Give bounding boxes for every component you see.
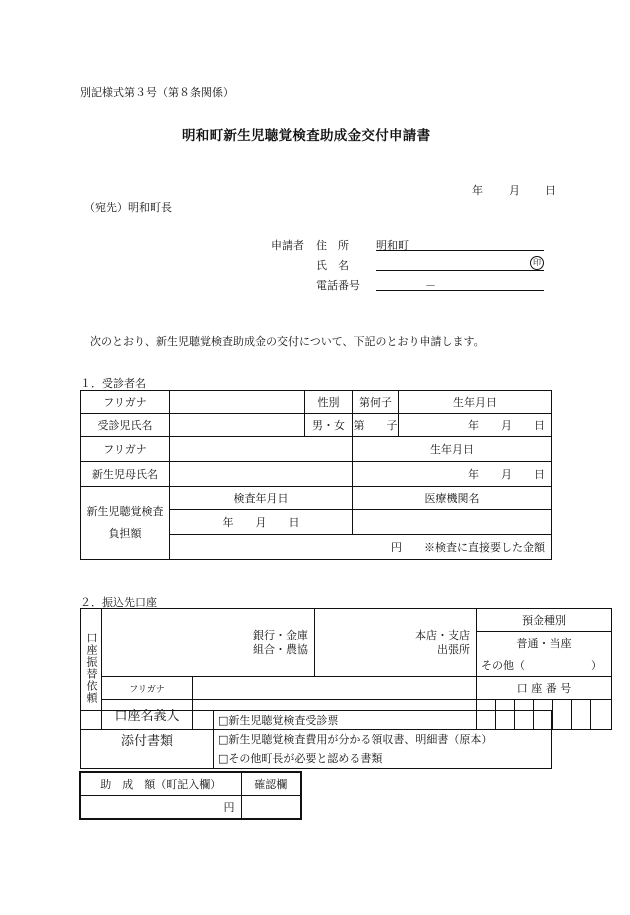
deposit-type-label: 預金種別: [477, 609, 612, 632]
birthdate-label: 生年月日: [399, 391, 552, 414]
deposit-type-other[interactable]: その他（ ）: [477, 654, 612, 677]
date-month: 月: [509, 184, 520, 197]
child-furigana-field[interactable]: [170, 391, 305, 414]
addressee: （宛先）明和町長: [84, 201, 172, 214]
holder-furigana-field[interactable]: [193, 677, 477, 700]
address-underline: [376, 250, 544, 251]
form-number: 別記様式第３号（第８条関係）: [80, 86, 234, 99]
applicant-label: 申請者: [271, 239, 304, 252]
mother-birthdate-field[interactable]: 年 月 日: [353, 462, 552, 487]
name-underline[interactable]: [376, 270, 544, 271]
institution-field[interactable]: [353, 510, 552, 535]
phone-label: 電話番号: [316, 279, 360, 292]
attachments-list: [214, 711, 552, 769]
bank-types-line1: 銀行・金庫: [253, 628, 309, 642]
mother-birthdate-label: 生年月日: [353, 437, 552, 462]
birth-order-field[interactable]: 第 子: [353, 414, 399, 437]
branch-types-line1: 本店・支店: [415, 628, 471, 642]
attachments-label: 添付書類: [81, 711, 214, 769]
cost-label-line1: 新生児聴覚検査: [86, 505, 164, 518]
exam-date-field[interactable]: 年 月 日: [170, 510, 353, 535]
account-digit-5[interactable]: [553, 700, 572, 730]
mother-furigana-field[interactable]: [170, 437, 353, 462]
institution-label: 医療機関名: [353, 487, 552, 510]
mother-name-field[interactable]: [170, 462, 353, 487]
page-title: 明和町新生児聴覚検査助成金交付申請書: [182, 128, 431, 144]
mother-name-label: 新生児母氏名: [81, 462, 170, 487]
child-name-label: 受診児氏名: [81, 414, 170, 437]
phone-value[interactable]: －: [425, 279, 436, 292]
office-use-table: [79, 771, 302, 820]
transfer-request-text: 口座振替依頼: [85, 631, 98, 704]
account-holder-label: 口座名義人: [102, 700, 193, 730]
confirm-label: 確認欄: [241, 772, 301, 796]
grant-amount-label: 助 成 額（町記入欄）: [80, 772, 241, 796]
date-day: 日: [545, 184, 556, 197]
deposit-type-options[interactable]: 普通・当座: [477, 632, 612, 655]
furigana-label: フリガナ: [81, 391, 170, 414]
section1-heading: １．受診者名: [80, 377, 146, 390]
grant-amount-field[interactable]: 円: [80, 796, 241, 820]
exam-date-label: 検査年月日: [170, 487, 353, 510]
branch-name-field[interactable]: [315, 609, 477, 677]
date-year: 年: [472, 184, 483, 197]
child-name-field[interactable]: [170, 414, 305, 437]
bank-name-field[interactable]: [102, 609, 315, 677]
section2-heading: ２．振込先口座: [80, 596, 157, 609]
cost-label-line2: 負担額: [108, 527, 142, 540]
account-digit-6[interactable]: [572, 700, 591, 730]
address-value[interactable]: 明和町: [376, 239, 409, 252]
attachment-item-1[interactable]: □新生児聴覚検査受診票: [218, 714, 339, 727]
sex-label: 性別: [305, 391, 353, 414]
confirm-field[interactable]: [241, 796, 301, 820]
sex-options[interactable]: 男・女: [305, 414, 353, 437]
birth-order-label: 第何子: [353, 391, 399, 414]
phone-underline: [376, 290, 544, 291]
bank-types-line2: 組合・農協: [253, 642, 309, 656]
statement: 次のとおり、新生児聴覚検査助成金の交付について、下記のとおり申請します。: [90, 335, 485, 348]
seal-mark: 印: [530, 256, 544, 270]
amount-field[interactable]: 円 ※検査に直接要した金額: [170, 535, 552, 560]
account-digit-7[interactable]: [591, 700, 612, 730]
branch-types-line2: 出張所: [437, 642, 471, 656]
child-birthdate-field[interactable]: 年 月 日: [399, 414, 552, 437]
account-number-label: 口 座 番 号: [477, 677, 612, 700]
attachment-item-3[interactable]: □その他町長が必要と認める書類: [218, 752, 383, 765]
name-label: 氏 名: [316, 259, 349, 272]
address-label: 住 所: [316, 239, 349, 252]
attachments-table: [80, 710, 552, 769]
cost-label: [81, 487, 170, 560]
holder-furigana-label: フリガナ: [102, 677, 193, 700]
attachment-item-2[interactable]: □新生児聴覚検査費用が分かる領収書、明細書（原本）: [218, 733, 493, 746]
mother-furigana-label: フリガナ: [81, 437, 170, 462]
patient-table: [80, 390, 552, 560]
